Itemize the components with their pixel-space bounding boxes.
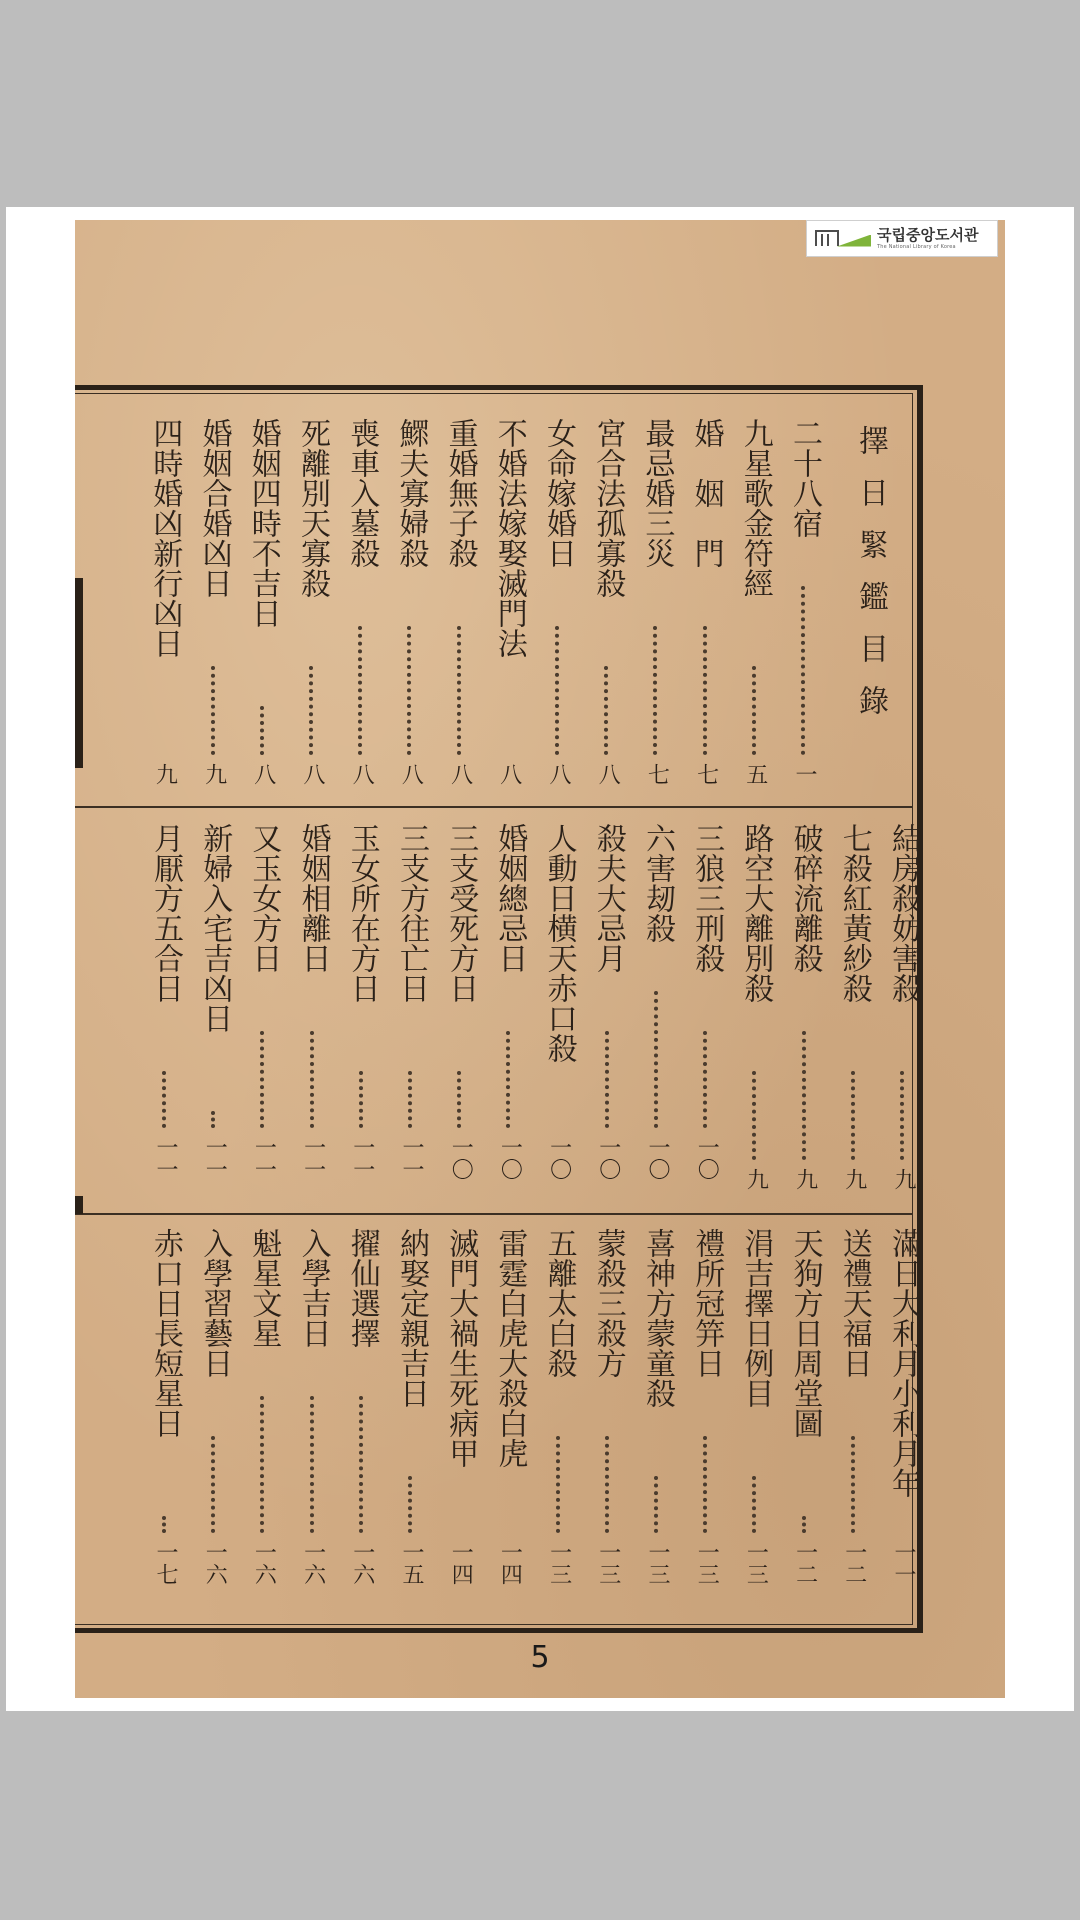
- toc-entry-page: 一一: [251, 1136, 277, 1180]
- toc-entry-page: 一六: [349, 1541, 375, 1585]
- toc-leader-dots: [555, 626, 565, 755]
- toc-leader-dots: [802, 1031, 812, 1160]
- toc-title: 擇日緊鑑目錄: [853, 425, 888, 737]
- toc-leader-dots: [407, 626, 417, 755]
- toc-entry-title: 宮合法孤寡殺: [590, 418, 626, 598]
- toc-entry-title: 禮所冠笄日: [689, 1228, 725, 1378]
- toc-entry-title: 蒙殺三殺方: [590, 1228, 626, 1378]
- toc-entry-title: 結房殺妨害殺: [886, 823, 921, 1003]
- toc-entry-title: 擢仙選擇: [344, 1228, 380, 1348]
- toc-entry-page: 九: [743, 1168, 769, 1190]
- toc-entry-page: 一六: [202, 1541, 228, 1585]
- toc-leader-dots: [408, 1071, 418, 1128]
- toc-leader-dots: [162, 1071, 172, 1128]
- toc-entry-title: 婚姻總忌日: [492, 823, 528, 973]
- toc-entry-title: 三支受死方日: [443, 823, 479, 1003]
- toc-entry-page: 一四: [448, 1541, 474, 1585]
- toc-entry-title: 六害刼殺: [640, 823, 675, 943]
- toc-leader-dots: [506, 1031, 516, 1128]
- toc-entry-page: 一五: [399, 1541, 424, 1585]
- toc-entry-title: 女命嫁婚日: [541, 418, 576, 568]
- toc-entry-page: 八: [300, 763, 325, 785]
- toc-entry-page: 九: [891, 1168, 916, 1190]
- toc-entry-page: 一〇: [645, 1136, 670, 1180]
- toc-entry-title: 婚姻四時不吉日: [245, 418, 281, 628]
- toc-entry-title: 五離太白殺: [541, 1228, 577, 1378]
- toc-entry-title: 納娶定親吉日: [394, 1228, 429, 1408]
- toc-entry-title: 路空大離別殺: [738, 823, 774, 1003]
- toc-entry-page: 八: [349, 763, 375, 785]
- toc-entry-title: 破碎流離殺: [787, 823, 823, 973]
- toc-entry-page: 一二: [841, 1541, 867, 1585]
- toc-entry-title: 死離別天寡殺: [295, 418, 330, 598]
- toc-entry-page: 一六: [251, 1541, 277, 1585]
- toc-leader-dots: [654, 991, 664, 1128]
- toc-entry-title: 魁星文星: [246, 1228, 282, 1348]
- toc-entry-title: 殺夫大忌月: [590, 823, 626, 973]
- toc-entry-page: 一〇: [497, 1136, 523, 1180]
- toc-entry-page: 一三: [694, 1541, 720, 1585]
- toc-entry-page: 一七: [153, 1541, 178, 1585]
- toc-entry-page: 一一: [399, 1136, 424, 1180]
- toc-entry-title: 喜神方蒙童殺: [640, 1228, 675, 1408]
- toc-leader-dots: [752, 1476, 762, 1533]
- toc-leader-dots: [654, 1476, 664, 1533]
- toc-entry-page: 一一: [202, 1136, 228, 1180]
- toc-leader-dots: [359, 1071, 369, 1128]
- logo-english-text: The National Library of Korea: [877, 243, 956, 250]
- toc-leader-dots: [260, 1396, 270, 1533]
- page-number: 5: [530, 1640, 550, 1675]
- toc-entry-title: 涓吉擇日例目: [738, 1228, 774, 1408]
- toc-entry-page: 八: [595, 763, 621, 785]
- toc-entry-page: 五: [742, 763, 768, 785]
- toc-leader-dots: [260, 1031, 270, 1128]
- toc-leader-dots: [605, 1436, 615, 1533]
- toc-entry-page: 一〇: [448, 1136, 474, 1180]
- toc-leader-dots: [310, 1031, 320, 1128]
- toc-leader-dots: [457, 1071, 467, 1128]
- toc-leader-dots: [703, 1031, 713, 1128]
- toc-leader-dots: [211, 1436, 221, 1533]
- toc-entry-page: 八: [447, 763, 473, 785]
- toc-entry-title: 三狼三刑殺: [689, 823, 725, 973]
- toc-entry-title: 九星歌金符經: [737, 418, 773, 598]
- toc-entry-page: 九: [201, 763, 227, 785]
- toc-leader-dots: [802, 1516, 812, 1533]
- toc-leader-dots: [358, 626, 368, 755]
- toc-leader-dots: [457, 626, 467, 755]
- toc-entry-title: 重婚無子殺: [442, 418, 478, 568]
- toc-leader-dots: [752, 666, 762, 755]
- toc-entry-page: 一一: [349, 1136, 375, 1180]
- toc-entry-page: 一: [792, 763, 817, 785]
- toc-leader-dots: [211, 666, 221, 755]
- toc-entry-page: 一四: [497, 1541, 523, 1585]
- toc-entry-title: 滿日大利月小利月年: [886, 1228, 921, 1498]
- toc-entry-title: 二十八宿: [787, 418, 822, 538]
- toc-entry-title: 婚姻合婚凶日: [196, 418, 232, 598]
- toc-entry-page: 一三: [743, 1541, 769, 1585]
- toc-entry-title: 送禮天福日: [836, 1228, 872, 1378]
- toc-entry-page: 一〇: [694, 1136, 720, 1180]
- toc-leader-dots: [556, 1436, 566, 1533]
- toc-leader-dots: [408, 1476, 418, 1533]
- toc-entry-title: 最忌婚三災: [639, 418, 675, 568]
- library-building-icon: [813, 227, 871, 251]
- toc-entry-title: 喪車入墓殺: [344, 418, 380, 568]
- toc-entry-title: 婚姻相離日: [295, 823, 331, 973]
- toc-entry-title: 婚 姻 門: [688, 418, 724, 568]
- toc-entry-title: 人動日横天赤口殺: [541, 823, 577, 1063]
- toc-entry-page: 一三: [595, 1541, 621, 1585]
- toc-entry-title: 又玉女方日: [246, 823, 282, 973]
- toc-entry-page: 八: [546, 763, 571, 785]
- toc-entry-page: 七: [644, 763, 670, 785]
- toc-entry-title: 天狗方日周堂圖: [787, 1228, 823, 1438]
- toc-entry-page: 八: [496, 763, 522, 785]
- toc-leader-dots: [653, 626, 663, 755]
- binding-mark: [75, 1196, 83, 1214]
- toc-leader-dots: [310, 1396, 320, 1533]
- toc-entry-title: 入學習藝日: [197, 1228, 233, 1378]
- toc-leader-dots: [900, 1071, 910, 1160]
- toc-entry-title: 月厭方五合日: [148, 823, 183, 1003]
- toc-leader-dots: [703, 626, 713, 755]
- toc-entry-title: 鰥夫寡婦殺: [393, 418, 429, 568]
- toc-leader-dots: [851, 1071, 861, 1160]
- toc-leader-dots: [162, 1516, 172, 1533]
- toc-leader-dots: [211, 1111, 221, 1128]
- toc-entry-title: 玉女所在方日: [344, 823, 380, 1003]
- toc-entry-title: 新婦入宅吉凶日: [197, 823, 233, 1033]
- section-divider-2: [75, 1213, 913, 1215]
- toc-entry-page: 七: [693, 763, 719, 785]
- toc-leader-dots: [604, 666, 614, 755]
- toc-entry-title: 不婚法嫁娶滅門法: [491, 418, 527, 658]
- toc-entry-page: 九: [152, 763, 178, 785]
- toc-entry-title: 入學吉日: [295, 1228, 331, 1348]
- toc-entry-page: 一一: [153, 1136, 178, 1180]
- toc-entry-title: 三支方往亡日: [394, 823, 429, 1003]
- toc-entry-page: 八: [398, 763, 424, 785]
- toc-entry-page: 一二: [792, 1541, 818, 1585]
- toc-entry-title: 雷霆白虎大殺白虎: [492, 1228, 528, 1468]
- logo-korean-text: 국립중앙도서관: [877, 225, 979, 244]
- toc-entry-page: 九: [792, 1168, 818, 1190]
- toc-leader-dots: [752, 1071, 762, 1160]
- toc-entry-page: 一〇: [595, 1136, 621, 1180]
- toc-entry-title: 赤口日長短星日: [148, 1228, 183, 1438]
- section-divider-1: [75, 806, 913, 808]
- toc-entry-page: 一六: [300, 1541, 326, 1585]
- toc-entry-page: 一〇: [546, 1136, 572, 1180]
- toc-entry-page: 八: [250, 763, 276, 785]
- binding-mark: [75, 578, 83, 768]
- toc-entry-page: 一一: [300, 1136, 326, 1180]
- toc-entry-page: 一三: [645, 1541, 670, 1585]
- toc-leader-dots: [801, 586, 811, 755]
- toc-leader-dots: [260, 706, 270, 755]
- toc-entry-title: 滅門大禍生死病甲: [443, 1228, 479, 1468]
- toc-leader-dots: [851, 1436, 861, 1533]
- toc-entry-page: 一一: [891, 1541, 916, 1585]
- toc-leader-dots: [703, 1436, 713, 1533]
- toc-leader-dots: [309, 666, 319, 755]
- toc-entry-page: 九: [841, 1168, 867, 1190]
- toc-entry-title: 四時婚凶新行凶日: [147, 418, 183, 658]
- toc-entry-page: 一三: [546, 1541, 572, 1585]
- toc-entry-title: 七殺紅黃紗殺: [836, 823, 872, 1003]
- toc-leader-dots: [605, 1031, 615, 1128]
- library-logo: [806, 220, 998, 257]
- toc-leader-dots: [359, 1396, 369, 1533]
